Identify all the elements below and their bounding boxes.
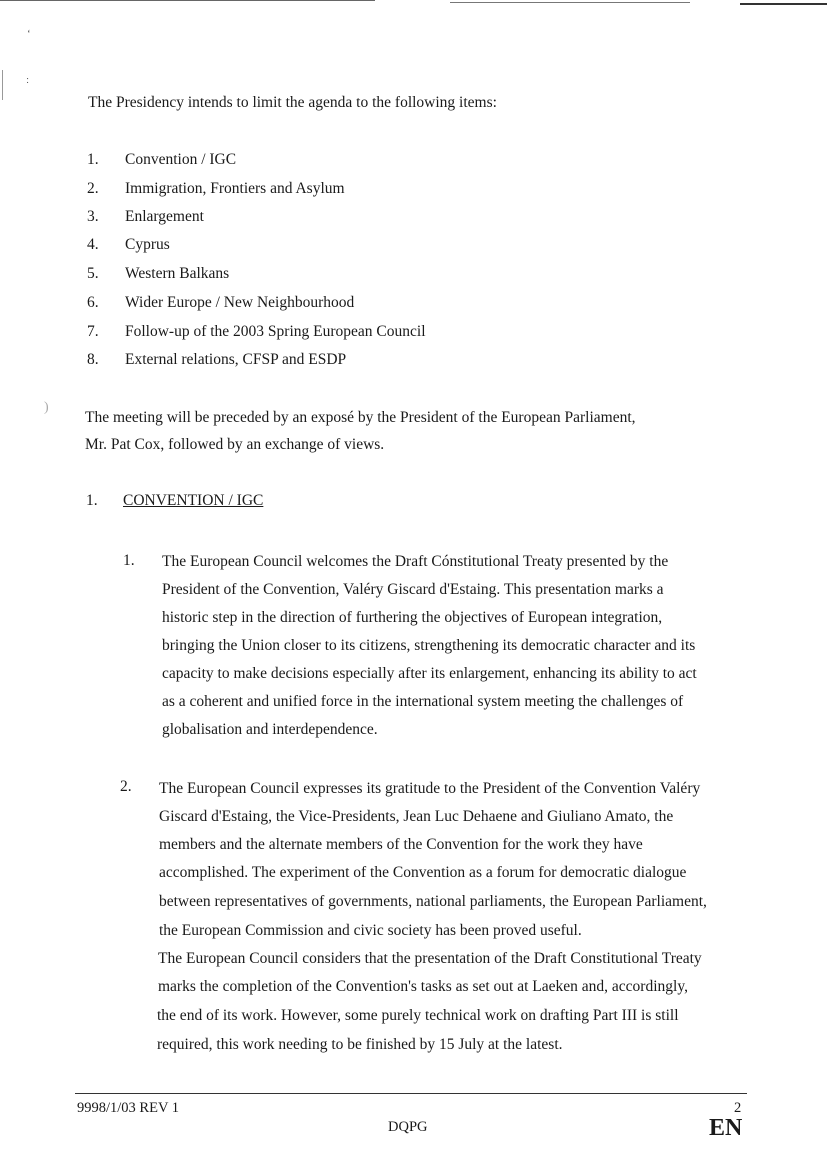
list-item-label: Immigration, Frontiers and Asylum — [125, 180, 345, 197]
paragraph-line: globalisation and interdependence. — [162, 721, 378, 738]
paragraph-line: historic step in the direction of furthering the objectives of European integration, — [162, 609, 663, 626]
footer-page-number: 2 — [734, 1100, 742, 1116]
agenda-intro: The Presidency intends to limit the agenda to the following items: — [88, 94, 497, 111]
left-margin-line — [2, 70, 3, 100]
paragraph-number: 2. — [120, 778, 132, 795]
footer-language-code: EN — [709, 1115, 743, 1141]
list-item-number: 7. — [87, 323, 99, 340]
list-item-number: 8. — [87, 351, 99, 368]
list-item-number: 4. — [87, 236, 99, 253]
list-item-label: Convention / IGC — [125, 151, 237, 168]
list-item-number: 3. — [87, 208, 99, 225]
section-number: 1. — [86, 492, 98, 509]
scan-speck: ) — [44, 400, 49, 415]
list-item-label: Enlargement — [125, 208, 204, 225]
scan-speck: ʻ — [27, 28, 31, 40]
top-edge-line-mid — [450, 2, 690, 3]
list-item-label: Follow-up of the 2003 Spring European Council — [125, 323, 426, 340]
section-title: CONVENTION / IGC — [123, 492, 264, 509]
paragraph-line: accomplished. The experiment of the Convention as a forum for democratic dialogue — [159, 864, 687, 881]
paragraph-line: marks the completion of the Convention's tasks as set out at Laeken and, accordingly, — [158, 978, 688, 995]
paragraph-line: required, this work needing to be finished by 15 July at the latest. — [157, 1036, 563, 1053]
paragraph-line: The European Council expresses its gratitude to the President of the Convention Valéry — [159, 780, 701, 797]
paragraph-line: capacity to make decisions especially after its enlargement, enhancing its ability to act — [162, 665, 697, 682]
paragraph-line: The European Council welcomes the Draft Cónstitutional Treaty presented by the — [162, 553, 669, 570]
list-item-label: Western Balkans — [125, 265, 230, 282]
paragraph-line: President of the Convention, Valéry Giscard d'Estaing. This presentation marks a — [162, 581, 664, 598]
paragraph-line: Giscard d'Estaing, the Vice-Presidents, Jean Luc Dehaene and Giuliano Amato, the — [159, 808, 674, 825]
paragraph-line: The European Council considers that the presentation of the Draft Constitutional Treaty — [158, 950, 702, 967]
paragraph-line: as a coherent and unified force in the international system meeting the challenges of — [162, 693, 684, 710]
footer-doc-ref: 9998/1/03 REV 1 — [77, 1100, 180, 1116]
top-edge-line-left — [0, 0, 375, 1]
scan-speck: ˸ — [26, 76, 30, 88]
footer-dept: DQPG — [388, 1119, 428, 1135]
paragraph-number: 1. — [123, 552, 135, 569]
paragraph-line: members and the alternate members of the Convention for the work they have — [159, 836, 643, 853]
list-item-number: 2. — [87, 180, 99, 197]
list-item-label: Cyprus — [125, 236, 170, 253]
footer-rule — [75, 1093, 747, 1094]
top-edge-line-right — [740, 3, 827, 5]
list-item-number: 6. — [87, 294, 99, 311]
list-item-label: Wider Europe / New Neighbourhood — [125, 294, 355, 311]
list-item-label: External relations, CFSP and ESDP — [125, 351, 347, 368]
paragraph-line: the European Commission and civic society has been proved useful. — [159, 922, 582, 939]
paragraph-line: bringing the Union closer to its citizens, strengthening its democratic character and its — [162, 637, 696, 654]
meeting-note-line: The meeting will be preceded by an exposé by the President of the European Parliament, — [85, 409, 636, 426]
meeting-note-line: Mr. Pat Cox, followed by an exchange of views. — [85, 436, 385, 453]
paragraph-line: between representatives of governments, national parliaments, the European Parliament, — [159, 893, 707, 910]
list-item-number: 5. — [87, 265, 99, 282]
list-item-number: 1. — [87, 151, 99, 168]
paragraph-line: the end of its work. However, some purely technical work on drafting Part III is still — [157, 1007, 679, 1024]
